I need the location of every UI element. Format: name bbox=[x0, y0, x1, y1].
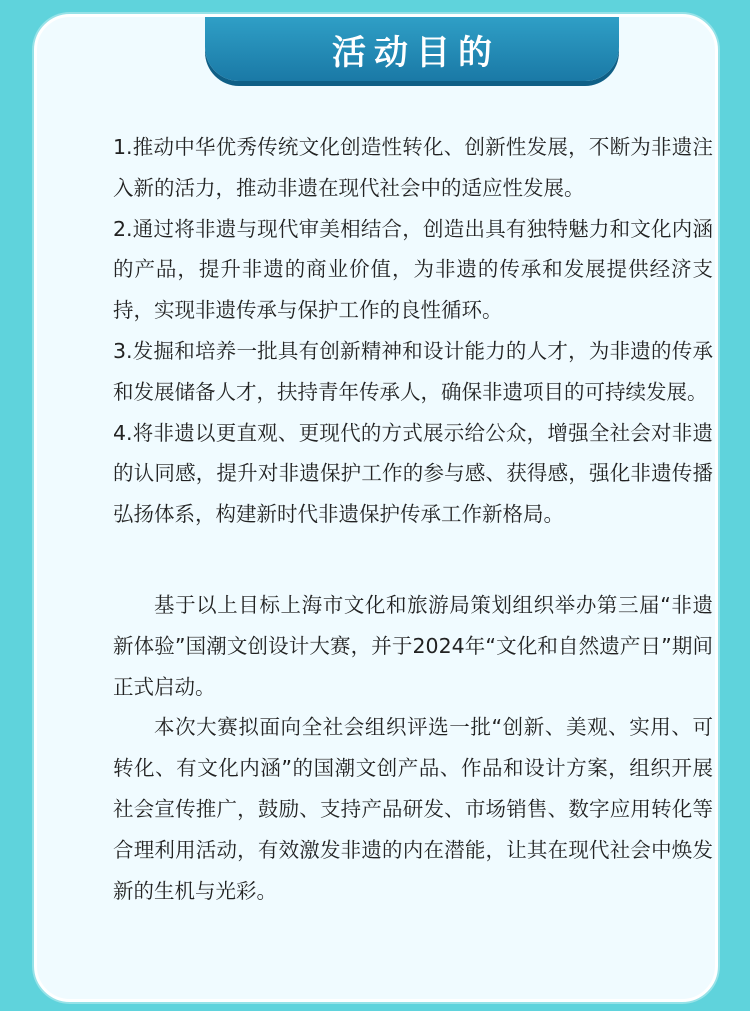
section-gap bbox=[113, 535, 713, 585]
goal-item-1: 1.推动中华优秀传统文化创造性转化、创新性发展，不断为非遗注入新的活力，推动非遗在现代社会中的适应性发展。 bbox=[113, 135, 713, 200]
paragraph-2: 本次大赛拟面向全社会组织评选一批“创新、美观、实用、可转化、有文化内涵”的国潮文创产品、作品和设计方案，组织开展社会宣传推广，鼓励、支持产品研发、市场销售、数字应用转化等合理利用活动，有效激发非遗的内在潜能，让其在现代社会中焕发新的生机与光彩。 bbox=[113, 715, 713, 903]
title-banner bbox=[205, 17, 619, 81]
goal-item-3: 3.发掘和培养一批具有创新精神和设计能力的人才，为非遗的传承和发展储备人才，扶持青年传承人，确保非遗项目的可持续发展。 bbox=[113, 338, 713, 404]
article-body bbox=[113, 127, 713, 911]
goal-item-4: 4.将非遗以更直观、更现代的方式展示给公众，增强全社会对非遗的认同感，提升对非遗保护工作的参与感、获得感，强化非遗传播弘扬体系，构建新时代非遗保护传承工作新格局。 bbox=[113, 420, 713, 527]
content-card bbox=[34, 14, 718, 1002]
paragraph-1: 基于以上目标上海市文化和旅游局策划组织举办第三届“非遗新体验”国潮文创设计大赛，并于2024年“文化和自然遗产日”期间正式启动。 bbox=[113, 592, 713, 699]
goal-item-2: 2.通过将非遗与现代审美相结合，创造出具有独特魅力和文化内涵的产品，提升非遗的商业价值，为非遗的传承和发展提供经济支持，实现非遗传承与保护工作的良性循环。 bbox=[113, 216, 713, 323]
page-title: 活动目的 bbox=[332, 32, 500, 73]
